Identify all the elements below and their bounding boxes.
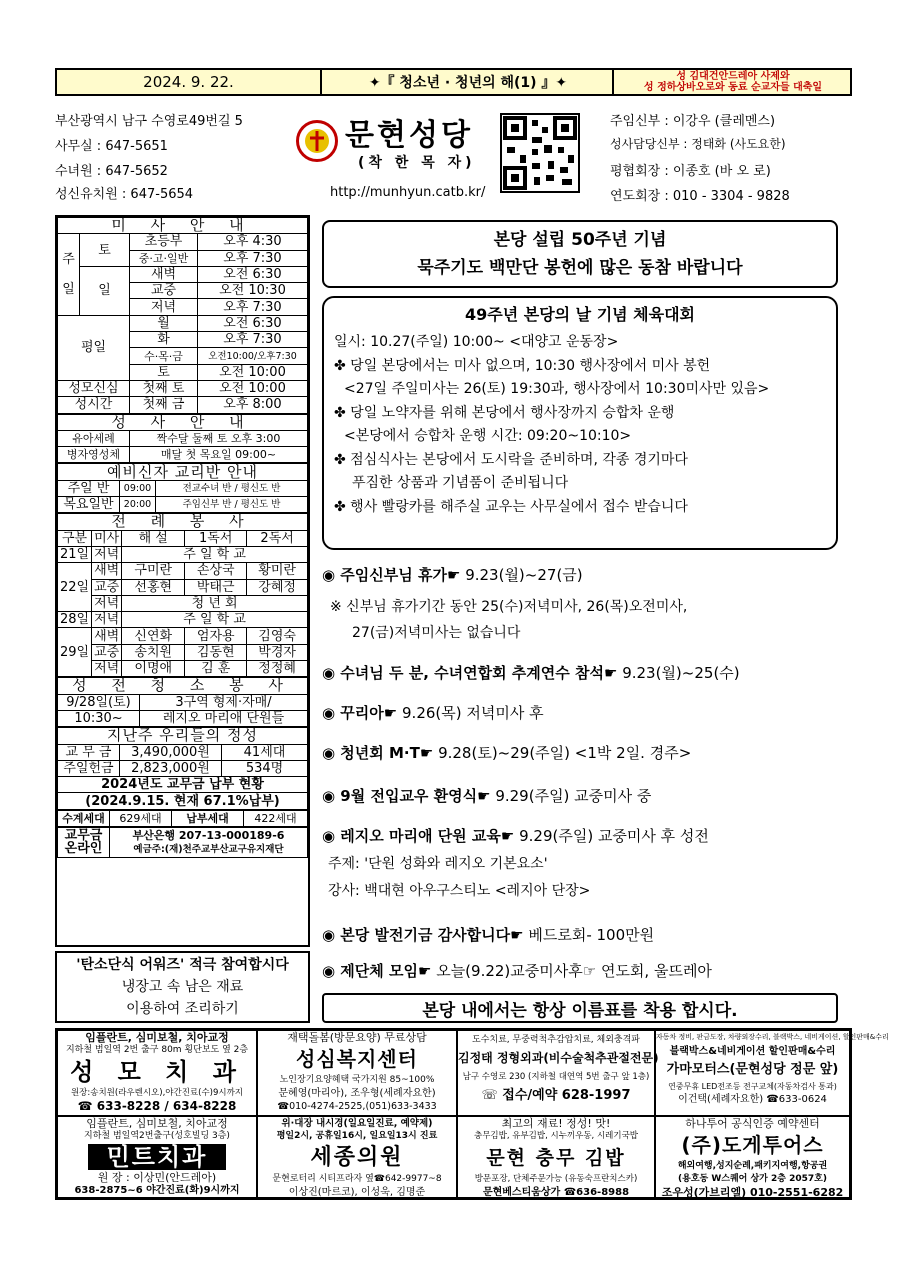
- col-header: 2독서: [247, 530, 308, 546]
- ad-line: 방문포장, 단체주문가능 (유동숙프란치스카): [474, 1174, 638, 1184]
- news-sisters-retreat: ◉ 수녀님 두 분, 수녀연합회 추계연수 참석☛ 9.23(월)~25(수): [322, 664, 740, 682]
- reader-1: 엄자용: [185, 628, 247, 644]
- offering-title: 지난주 우리들의 정성: [58, 728, 308, 744]
- ad-line: 노인장기요양혜택 국가지원 85~100%: [279, 1075, 435, 1085]
- col-header: 해 설: [122, 530, 185, 546]
- col-header: 1독서: [185, 530, 247, 546]
- ad-line: 남구 수영로 230 (지하철 대연역 5번 출구 앞 1층): [462, 1072, 650, 1082]
- church-logo-icon: [296, 120, 338, 162]
- ad-line: 지하철 범일역2번출구(성호빌딩 3층): [84, 1131, 230, 1141]
- mass-title: 미 사 안 내: [58, 218, 308, 234]
- mass-kind: 화: [130, 332, 198, 348]
- ad-name: 가마모터스(문현성당 정문 앞): [666, 1062, 839, 1077]
- ad-phone: 638-2875~6 야간진료(화)9시까지: [74, 1185, 240, 1196]
- sick-communion-value: 매달 첫 목요일 09:00~: [130, 447, 308, 463]
- news-curia: ◉ 꾸리아☛ 9.26(목) 저녁미사 후: [322, 704, 544, 722]
- sports-line: ✤ 당일 본당에서는 미사 없으며, 10:30 행사장에서 미사 봉헌: [334, 357, 711, 374]
- sports-line: ✤ 행사 빨랑카를 해주실 교우는 사무실에서 접수 받습니다: [334, 498, 688, 515]
- service-team: 주 일 학 교: [122, 612, 308, 628]
- ad-line: 해외여행,성지순례,패키지여행,항공권: [677, 1161, 828, 1171]
- anniversary-title: 본당 설립 50주년 기념: [493, 230, 667, 250]
- collection-label: 주일헌금: [58, 760, 120, 776]
- class-time: 20:00: [120, 497, 156, 513]
- feast-line-2: 성 정하상바오로와 동료 순교자들 대축일: [643, 82, 823, 93]
- online-account-table: [57, 827, 308, 858]
- reader-1: 김 훈: [185, 661, 247, 677]
- ad-seongmo-dental[interactable]: [57, 1030, 257, 1116]
- service-date: 22일: [58, 563, 92, 612]
- mass-kind: 새벽: [130, 266, 198, 282]
- saturday-label: 토: [80, 234, 130, 267]
- ad-phone: 조우성(가브리엘) 010-2551-6282: [661, 1186, 844, 1199]
- mass-time: 오후 7:30: [198, 250, 308, 266]
- ad-mint-dental[interactable]: [57, 1116, 257, 1198]
- news-legio-training: ◉ 레지오 마리애 단원 교육☛ 9.29(주일) 교중미사 후 성전: [322, 827, 709, 845]
- mass-time: 오전 6:30: [198, 315, 308, 331]
- service-mass: 저녁: [92, 595, 122, 611]
- ad-dogye-tours[interactable]: [655, 1116, 850, 1198]
- service-mass: 교중: [92, 644, 122, 660]
- qr-code-icon[interactable]: [500, 113, 580, 193]
- service-mass: 새벽: [92, 563, 122, 579]
- catechumen-title: 예비신자 교리반 안내: [58, 464, 308, 480]
- news-welcome: ◉ 9월 전입교우 환영식☛ 9.29(주일) 교중미사 중: [322, 787, 652, 805]
- mass-kind: 토: [130, 364, 198, 380]
- service-date: 28일: [58, 612, 92, 628]
- reader-2: 김영숙: [247, 628, 308, 644]
- service-mass: 교중: [92, 579, 122, 595]
- marian-devotion-time: 오전 10:00: [198, 380, 308, 396]
- news-pastor-note-2: 27(금)저녁미사는 없습니다: [352, 625, 521, 641]
- convent-phone: 수녀원 : 647-5652: [55, 164, 168, 179]
- marian-devotion-day: 첫째 토: [130, 380, 198, 396]
- service-mass: 저녁: [92, 661, 122, 677]
- ad-name: 민트치과: [88, 1144, 226, 1170]
- ad-seongsim-welfare[interactable]: [257, 1030, 457, 1116]
- commentator: 선홍현: [122, 579, 185, 595]
- reader-2: 강혜정: [247, 579, 308, 595]
- reader-2: 정정혜: [247, 661, 308, 677]
- ad-sejong-clinic[interactable]: [257, 1116, 457, 1198]
- sports-day-box: [322, 296, 838, 550]
- mass-kind: 초등부: [130, 234, 198, 250]
- ad-line: 하나투어 공식인증 예약센터: [685, 1117, 820, 1130]
- ad-name: 세종의원: [310, 1145, 404, 1170]
- carbon-title: '탄소단식 어워즈' 적극 참여합시다: [76, 957, 289, 973]
- sports-line: 일시: 10.27(주일) 10:00~ <대양고 운동장>: [334, 334, 619, 350]
- tithe-label: 교 무 금: [58, 744, 120, 760]
- service-date: 29일: [58, 628, 92, 677]
- sports-day-title: 49주년 본당의 날 기념 체육대회: [464, 305, 696, 324]
- sunday-label: 주 일: [58, 234, 80, 315]
- tithe-amount: 3,490,000원: [120, 744, 222, 760]
- ad-line: 재택돌봄(방문요양) 무료상담: [287, 1031, 427, 1044]
- reader-1: 손상국: [185, 563, 247, 579]
- cleaning-time: 10:30~: [58, 710, 140, 726]
- ad-phone: ☎010-4274-2525,(051)633-3433: [277, 1101, 437, 1112]
- infant-baptism-value: 짝수달 둘째 토 오후 3:00: [130, 430, 308, 446]
- ad-line: 블랙박스&네비게이션 할인판매&수리: [669, 1046, 836, 1057]
- pastor: 주임신부 : 이강우 (클레멘스): [610, 114, 776, 129]
- ad-line: 충무김밥, 유부김밥, 시누끼우동, 시레기국밥: [473, 1131, 638, 1141]
- sports-line: <본당에서 승합차 운행 시간: 09:20~10:10>: [344, 428, 632, 444]
- church-name: 문현성당: [345, 118, 473, 153]
- mass-kind: 교중: [130, 283, 198, 299]
- mass-kind: 중·고·일반: [130, 250, 198, 266]
- class-teacher: 주임신부 반 / 평신도 반: [156, 497, 308, 513]
- sports-line: ✤ 점심식사는 본당에서 도시락을 준비하며, 각종 경기마다: [334, 451, 688, 468]
- news-legio-speaker: 강사: 백대현 아우구스티노 <레지아 단장>: [328, 883, 591, 899]
- class-time: 09:00: [120, 480, 156, 496]
- church-address: 부산광역시 남구 수영로49번길 5: [55, 114, 243, 129]
- reader-1: 김동현: [185, 644, 247, 660]
- commentator: 구미란: [122, 563, 185, 579]
- ad-name: 성심복지센터: [296, 1047, 418, 1071]
- church-subtitle: (착 한 목 자): [358, 155, 476, 171]
- weekday-label: 평일: [58, 315, 130, 380]
- mass-time: 오전 6:30: [198, 266, 308, 282]
- holy-hour-label: 성시간: [58, 397, 130, 413]
- ad-name: 문현 충무 김밥: [486, 1147, 626, 1169]
- rosary-appeal: 묵주기도 백만단 봉헌에 많은 동참 바랍니다: [417, 258, 743, 278]
- ad-line: 문현로터리 시티프라자 옆☎642-9977~8: [272, 1174, 442, 1184]
- news-legio-topic: 주제: '단원 성화와 레지오 기본요소': [328, 856, 548, 872]
- feast-title: [616, 70, 850, 94]
- ad-line: 임플란트, 심미보철, 치아교정: [86, 1117, 228, 1130]
- cleaning-team-1: 3구역 형제·자매/: [140, 694, 308, 710]
- service-mass: 저녁: [92, 546, 122, 562]
- advertisement-grid: [55, 1028, 889, 1200]
- cleaning-table: [57, 677, 308, 727]
- ad-line: 위·대장 내시경(일요일진료, 예약제): [281, 1118, 433, 1129]
- online-account: 부산은행 207-13-000189-6 예금주:(재)천주교부산교구유지재단: [110, 827, 308, 857]
- ad-line: 최고의 재료! 정성! 맛!: [501, 1117, 611, 1130]
- feast-line-1: 성 김대건안드레아 사제와: [676, 71, 790, 82]
- ad-chungmu-gimbap[interactable]: [457, 1116, 655, 1198]
- ad-line: 문혜영(마리아), 조우형(세례자요한): [278, 1088, 436, 1099]
- liturgy-title: 전 례 봉 사: [58, 514, 308, 530]
- sick-communion-label: 병자영성체: [58, 447, 130, 463]
- reader-2: 박경자: [247, 644, 308, 660]
- registered-label: 수계세대: [58, 810, 110, 826]
- collection-amount: 2,823,000원: [120, 760, 222, 776]
- bulletin-date: 2024. 9. 22.: [57, 70, 322, 94]
- news-pastor-note: ※ 신부님 휴가기간 동안 25(수)저녁미사, 26(목)오전미사,: [330, 599, 688, 615]
- tithe-count: 41세대: [222, 744, 308, 760]
- offering-table: [57, 727, 308, 809]
- carbon-line-2: 냉장고 속 남은 재료: [121, 979, 244, 995]
- mass-time: 오전 10:00: [198, 364, 308, 380]
- cleaning-date: 9/28일(토): [58, 694, 140, 710]
- mass-time: 오전 10:30: [198, 283, 308, 299]
- ad-phone: ☎ 633-8228 / 634-8228: [77, 1099, 237, 1113]
- church-url[interactable]: http://munhyun.catb.kr/: [330, 185, 486, 200]
- carbon-fasting-box: [55, 951, 310, 1023]
- ad-line: 지하철 범일역 2번 출구 80m 횡단보도 옆 2층: [65, 1045, 249, 1055]
- yeondo-president: 연도회장 : 010 - 3304 - 9828: [610, 189, 790, 204]
- mass-kind: 월: [130, 315, 198, 331]
- mass-time: 오후 7:30: [198, 332, 308, 348]
- carbon-line-3: 이용하여 조리하기: [126, 1001, 239, 1017]
- sacrament-table: [57, 414, 308, 464]
- mass-time: 오전10:00/오후7:30: [198, 348, 308, 364]
- sports-line: ✤ 당일 노약자를 위해 본당에서 행사장까지 승합차 운행: [334, 404, 675, 421]
- tithe-status-rate: (2024.9.15. 현재 67.1%납부): [58, 793, 308, 809]
- class-name: 목요일반: [58, 497, 120, 513]
- service-mass: 새벽: [92, 628, 122, 644]
- liturgy-service-table: [57, 513, 308, 677]
- service-date: 21일: [58, 546, 92, 562]
- service-team: 주 일 학 교: [122, 546, 308, 562]
- sports-line: 푸짐한 상품과 기념품이 준비됩니다: [352, 475, 569, 491]
- holy-hour-time: 오후 8:00: [198, 397, 308, 413]
- commentator: 이명애: [122, 661, 185, 677]
- ad-line: 자동차 정비, 판금도장, 차량외장수리, 블랙박스, 네비게이션, 할인판매&수리: [656, 1033, 889, 1041]
- kindergarten-phone: 성신유치원 : 647-5654: [55, 187, 194, 202]
- mass-time: 오후 4:30: [198, 234, 308, 250]
- cleaning-title: 성 전 청 소 봉 사: [58, 678, 308, 694]
- holy-hour-day: 첫째 금: [130, 397, 198, 413]
- sports-line: <27일 주일미사는 26(토) 19:30과, 행사장에서 10:30미사만 있음>: [344, 381, 770, 397]
- ad-phone: 이건택(세례자요한) ☎633-0624: [678, 1094, 827, 1105]
- service-team: 청 년 회: [122, 595, 308, 611]
- sunday-day-label: 일: [80, 266, 130, 315]
- reader-2: 황미란: [247, 563, 308, 579]
- cleaning-team-2: 레지오 마리애 단원들: [140, 710, 308, 726]
- col-header: 구분: [58, 530, 92, 546]
- news-donation: ◉ 본당 발전기금 감사합니다☛ 베드로회- 100만원: [322, 926, 655, 944]
- collection-count: 534명: [222, 760, 308, 776]
- ad-line: 임플란트, 심미보철, 치아교정: [85, 1031, 229, 1044]
- ad-gama-motors[interactable]: [655, 1030, 889, 1116]
- mass-schedule-table: [57, 217, 308, 414]
- registered-count: 629세대: [110, 810, 172, 826]
- mass-kind: 저녁: [130, 299, 198, 315]
- ad-kim-orthopedics[interactable]: [457, 1030, 659, 1116]
- ad-line: 이상진(마르코), 이성욱, 김명준: [288, 1187, 426, 1198]
- nametag-notice: 본당 내에서는 항상 이름표를 착용 합시다.: [322, 993, 838, 1023]
- class-name: 주일 반: [58, 480, 120, 496]
- assistant-priest: 성사담당신부 : 정태화 (사도요한): [610, 137, 786, 151]
- class-teacher: 전교수녀 반 / 평신도 반: [156, 480, 308, 496]
- anniversary-banner: [322, 220, 838, 288]
- ad-name: 김정태 정형외과(비수술척추관절전문): [458, 1051, 659, 1065]
- ad-line: 원 장 : 이상민(안드레아): [97, 1171, 217, 1184]
- ad-name: (주)도게투어스: [681, 1133, 824, 1157]
- online-label: 교무금 온라인: [58, 827, 110, 857]
- news-youth-mt: ◉ 청년회 M·T☛ 9.28(토)~29(주일) <1박 2일. 경주>: [322, 744, 692, 762]
- ad-line: 원장:송치원(라우렌시오),야간진료(수)9시까지: [70, 1088, 244, 1098]
- infant-baptism-label: 유아세례: [58, 430, 130, 446]
- tithe-status-title: 2024년도 교무금 납부 현황: [58, 777, 308, 793]
- council-president: 평협회장 : 이종호 (바 오 로): [610, 164, 771, 179]
- office-phone: 사무실 : 647-5651: [55, 139, 168, 154]
- mass-time: 오후 7:30: [198, 299, 308, 315]
- ad-line: 도수치료, 무중력척추감압치료, 체외충격파: [472, 1035, 640, 1045]
- ad-phone: 문현베스티움상가 ☎636-8988: [482, 1187, 630, 1198]
- commentator: 송치원: [122, 644, 185, 660]
- catechumen-table: [57, 463, 308, 513]
- ad-phone: ☏ 접수/예약 628-1997: [481, 1088, 631, 1103]
- paid-count: 422세대: [244, 810, 308, 826]
- top-banner: [55, 68, 852, 96]
- household-table: [57, 810, 308, 827]
- news-pastor-vacation: ◉ 주임신부님 휴가☛ 9.23(월)~27(금): [322, 566, 583, 584]
- reader-1: 박태근: [185, 579, 247, 595]
- sacrament-title: 성 사 안 내: [58, 414, 308, 430]
- ad-name: 성 모 치 과: [70, 1058, 244, 1086]
- commentator: 신연화: [122, 628, 185, 644]
- left-info-column: [55, 215, 310, 947]
- marian-devotion-label: 성모신심: [58, 380, 130, 396]
- mass-kind: 수·목·금: [130, 348, 198, 364]
- ad-line: (용호동 W스퀘어 상가 2층 2057호): [678, 1174, 827, 1184]
- ad-line: 연중무휴 LED전조등 전구교체(자동차검사 통과): [668, 1082, 837, 1091]
- paid-label: 납부세대: [172, 810, 244, 826]
- col-header: 미사: [92, 530, 122, 546]
- service-mass: 저녁: [92, 612, 122, 628]
- year-theme: ✦『 청소년 · 청년의 해(1) 』✦: [324, 70, 614, 94]
- news-group-meeting: ◉ 제단체 모임☛ 오늘(9.22)교중미사후☞ 연도회, 울뜨레아: [322, 962, 712, 980]
- ad-line: 평일2시, 공휴일16시, 일요일13시 진료: [276, 1131, 438, 1141]
